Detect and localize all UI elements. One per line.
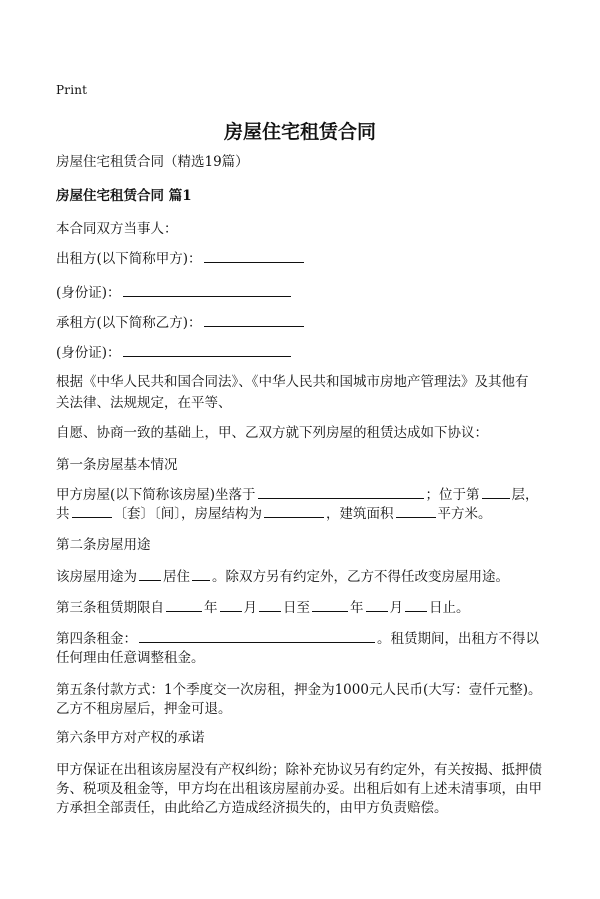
- article-6-line-2: 务、税项及租金等，甲方均在出租该房屋前办妥。出租后如有上述未清事项，由甲: [56, 781, 542, 797]
- preamble-line-3: 自愿、协商一致的基础上，甲、乙双方就下列房屋的租赁达成如下协议：: [56, 425, 488, 441]
- art3-year-1: 年: [204, 600, 218, 616]
- art3-end: 日止。: [429, 600, 470, 616]
- article-6-line-3: 方承担全部责任，由此给乙方造成经济损失的，由甲方负责赔偿。: [56, 800, 448, 816]
- art3-end-month-blank: [366, 610, 388, 612]
- art2-use-blank-2: [192, 579, 210, 581]
- art1-location-label: 甲方房屋(以下简称该房屋)坐落于: [56, 487, 256, 503]
- art1-floor-unit: 层，: [511, 487, 539, 503]
- art4-rent-blank: [139, 641, 375, 643]
- art3-start-day-blank: [259, 610, 281, 612]
- article-1-heading: 第一条房屋基本情况: [56, 457, 178, 473]
- art3-year-2: 年: [350, 600, 364, 616]
- art3-to: 日至: [283, 600, 310, 616]
- art1-count-blank: [72, 516, 112, 518]
- lessor-id-label: (身份证)：: [56, 285, 121, 301]
- article-6-line-1: 甲方保证在出租该房屋没有产权纠纷；除补充协议另有约定外，有关按揭、抵押债: [56, 762, 542, 778]
- lessor-id-line: [56, 283, 556, 304]
- article-1-line-2: [56, 504, 556, 525]
- art3-start-month-blank: [220, 610, 242, 612]
- article-4-line-2: 任何理由任意调整租金。: [56, 650, 205, 666]
- lessor-label: 出租方(以下简称甲方)：: [56, 251, 202, 267]
- lessee-id-label: (身份证)：: [56, 345, 121, 361]
- art1-floor-blank: [482, 497, 510, 499]
- article-5-line-2: 乙方不租房屋后，押金可退。: [56, 701, 232, 717]
- art3-month-1: 月: [243, 600, 257, 616]
- lessee-label: 承租方(以下简称乙方)：: [56, 315, 202, 331]
- art3-month-2: 月: [389, 600, 403, 616]
- section-heading: 房屋住宅租赁合同 篇1: [56, 188, 192, 204]
- art1-structure-blank: [264, 516, 324, 518]
- lessee-id-blank: [123, 355, 291, 357]
- preamble-line-1: 根据《中华人民共和国合同法》、《中华人民共和国城市房地产管理法》及其他有: [56, 374, 529, 390]
- art1-area-unit: 平方米。: [437, 506, 492, 522]
- document-title: 房屋住宅租赁合同: [223, 121, 376, 143]
- article-6-heading: 第六条甲方对产权的承诺: [56, 730, 205, 746]
- lessee-id-line: [56, 343, 556, 364]
- art3-start-label: 第三条租赁期限自: [56, 600, 164, 616]
- article-2-line: [56, 567, 556, 588]
- art2-use-label: 该房屋用途为: [56, 569, 137, 585]
- lessor-id-blank: [123, 295, 291, 297]
- art2-use-clause: 。除双方另有约定外，乙方不得任改变房屋用途。: [212, 569, 509, 585]
- art4-rent-clause: 。租赁期间，出租方不得以: [377, 631, 539, 647]
- article-3-line: [56, 598, 556, 619]
- lessor-blank: [204, 261, 304, 263]
- art1-structure-label: 〔套〕〔间〕，房屋结构为: [113, 506, 262, 522]
- art2-use-blank-1: [139, 579, 161, 581]
- art3-end-year-blank: [312, 610, 348, 612]
- art4-rent-label: 第四条租金：: [56, 631, 137, 647]
- art1-floor-label: ；位于第: [425, 487, 480, 503]
- art1-location-blank: [258, 497, 424, 499]
- art1-area-label: ，建筑面积: [326, 506, 394, 522]
- lessor-line: [56, 249, 556, 270]
- art2-use-value: 居住: [163, 569, 190, 585]
- art1-total-label: 共: [56, 506, 70, 522]
- article-1-line-1: [56, 485, 556, 506]
- art3-end-day-blank: [405, 610, 427, 612]
- print-label[interactable]: Print: [56, 83, 88, 97]
- preamble-line-2: 关法律、法规规定，在平等、: [56, 395, 232, 411]
- parties-intro: 本合同双方当事人：: [56, 221, 178, 237]
- art3-start-year-blank: [166, 610, 202, 612]
- article-2-heading: 第二条房屋用途: [56, 537, 151, 553]
- art1-area-blank: [396, 516, 436, 518]
- subtitle: 房屋住宅租赁合同（精选19篇）: [56, 154, 249, 170]
- article-5-line-1: 第五条付款方式：1个季度交一次房租，押金为1000元人民币(大写：壹仟元整)。: [56, 682, 542, 698]
- lessee-line: [56, 313, 556, 334]
- lessee-blank: [204, 325, 304, 327]
- article-4-line-1: [56, 629, 556, 650]
